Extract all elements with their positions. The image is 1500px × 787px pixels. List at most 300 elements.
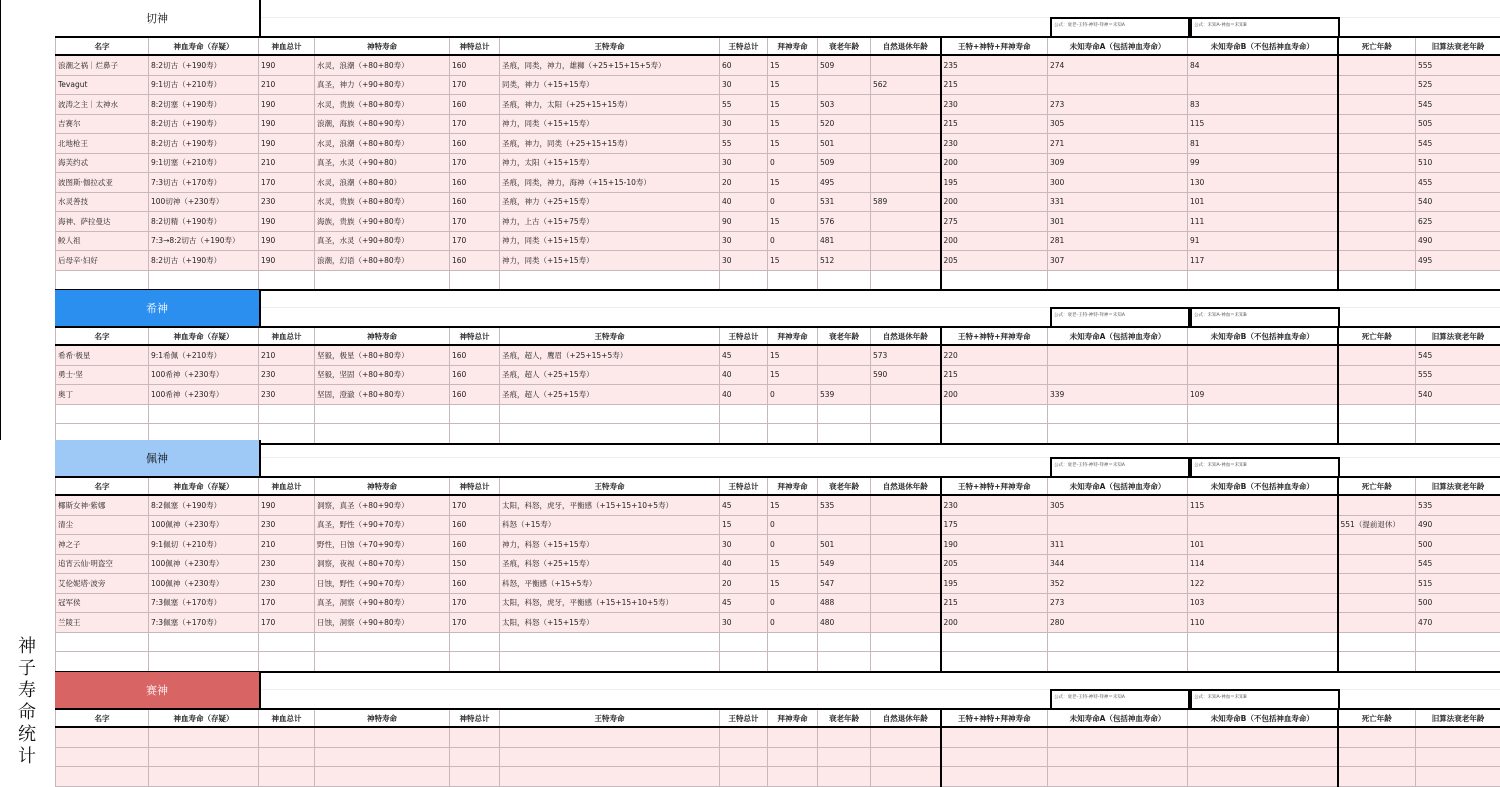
table-cell[interactable]: 0 xyxy=(768,192,818,212)
table-cell[interactable]: 15 xyxy=(768,365,818,385)
column-header[interactable]: 神血寿命（存疑） xyxy=(149,709,259,727)
table-cell[interactable]: 525 xyxy=(1416,75,1500,95)
table-cell[interactable]: 300 xyxy=(1048,173,1188,193)
column-header[interactable]: 神血总计 xyxy=(259,327,315,345)
table-cell[interactable]: 83 xyxy=(1188,95,1338,115)
table-cell[interactable] xyxy=(56,270,149,290)
table-cell[interactable] xyxy=(818,515,871,535)
table-cell[interactable]: 301 xyxy=(1048,212,1188,232)
table-cell[interactable] xyxy=(1188,747,1338,767)
table-cell[interactable]: 175 xyxy=(941,515,1048,535)
table-cell[interactable]: 兰陵王 xyxy=(56,613,149,633)
table-cell[interactable]: 55 xyxy=(720,134,768,154)
table-cell[interactable]: 271 xyxy=(1048,134,1188,154)
column-header[interactable]: 王特+神特+拜神寿命 xyxy=(941,327,1048,345)
table-cell[interactable]: 170 xyxy=(450,495,500,515)
table-cell[interactable]: 水灵善技 xyxy=(56,192,149,212)
table-cell[interactable] xyxy=(871,495,941,515)
table-cell[interactable]: 清尘 xyxy=(56,515,149,535)
column-header[interactable]: 旧算法衰老年龄 xyxy=(1416,709,1500,727)
column-header[interactable]: 衰老年龄 xyxy=(818,327,871,345)
table-cell[interactable]: 野性，日蚀（+70+90寿） xyxy=(315,535,450,555)
table-cell[interactable]: 150 xyxy=(450,554,500,574)
table-cell[interactable] xyxy=(720,727,768,747)
table-cell[interactable]: 160 xyxy=(450,251,500,271)
column-header[interactable]: 衰老年龄 xyxy=(818,37,871,55)
table-cell[interactable]: 205 xyxy=(941,554,1048,574)
table-cell[interactable]: 339 xyxy=(1048,385,1188,405)
table-cell[interactable]: 200 xyxy=(941,231,1048,251)
table-cell[interactable] xyxy=(56,747,149,767)
column-header[interactable]: 神特寿命 xyxy=(315,327,450,345)
table-cell[interactable]: 470 xyxy=(1416,613,1500,633)
column-header[interactable]: 王特寿命 xyxy=(500,37,720,55)
column-header[interactable]: 死亡年龄 xyxy=(1338,709,1416,727)
table-cell[interactable] xyxy=(1188,632,1338,652)
table-cell[interactable]: 8:2切精（+190寿） xyxy=(149,212,259,232)
table-cell[interactable]: 549 xyxy=(818,554,871,574)
table-cell[interactable]: 190 xyxy=(259,114,315,134)
column-header[interactable]: 未知寿命A（包括神血寿命） xyxy=(1048,327,1188,345)
table-cell[interactable]: 115 xyxy=(1188,114,1338,134)
table-cell[interactable]: 509 xyxy=(818,55,871,75)
table-cell[interactable]: 100切神（+230寿） xyxy=(149,192,259,212)
table-cell[interactable] xyxy=(871,767,941,787)
table-cell[interactable]: 100佩神（+230寿） xyxy=(149,574,259,594)
table-cell[interactable]: 170 xyxy=(450,75,500,95)
table-cell[interactable] xyxy=(1188,270,1338,290)
table-cell[interactable] xyxy=(1338,192,1416,212)
table-cell[interactable]: 坚固，澄澈（+80+80寿） xyxy=(315,385,450,405)
table-cell[interactable]: 195 xyxy=(941,574,1048,594)
table-cell[interactable] xyxy=(720,652,768,672)
table-cell[interactable]: 9:1切塞（+210寿） xyxy=(149,153,259,173)
table-cell[interactable]: 8:2切古（+190寿） xyxy=(149,251,259,271)
table-cell[interactable]: 170 xyxy=(259,173,315,193)
column-header[interactable]: 名字 xyxy=(56,37,149,55)
table-cell[interactable] xyxy=(941,767,1048,787)
table-cell[interactable]: 210 xyxy=(259,535,315,555)
column-header[interactable]: 王特+神特+拜神寿命 xyxy=(941,37,1048,55)
column-header[interactable]: 王特+神特+拜神寿命 xyxy=(941,709,1048,727)
table-cell[interactable]: 501 xyxy=(818,535,871,555)
column-header[interactable]: 王特总计 xyxy=(720,37,768,55)
table-cell[interactable] xyxy=(1338,173,1416,193)
table-cell[interactable] xyxy=(259,727,315,747)
table-cell[interactable]: 495 xyxy=(818,173,871,193)
table-cell[interactable]: 535 xyxy=(1416,495,1500,515)
section-title[interactable]: 切神 xyxy=(55,0,261,36)
table-cell[interactable]: 海芙约忒 xyxy=(56,153,149,173)
column-header[interactable]: 自然退休年龄 xyxy=(871,477,941,495)
table-cell[interactable]: 圣痕，科怒（+25+15寿） xyxy=(500,554,720,574)
table-cell[interactable]: 30 xyxy=(720,535,768,555)
table-cell[interactable]: 8:2切古（+190寿） xyxy=(149,134,259,154)
table-cell[interactable]: 8:2佩塞（+190寿） xyxy=(149,495,259,515)
table-cell[interactable]: 235 xyxy=(941,55,1048,75)
table-cell[interactable]: 160 xyxy=(450,535,500,555)
table-cell[interactable] xyxy=(259,652,315,672)
column-header[interactable]: 神血寿命（存疑） xyxy=(149,37,259,55)
table-cell[interactable]: 20 xyxy=(720,574,768,594)
table-cell[interactable]: 水灵，贵族（+80+80寿） xyxy=(315,95,450,115)
table-cell[interactable]: 15 xyxy=(768,114,818,134)
table-cell[interactable] xyxy=(259,747,315,767)
table-cell[interactable]: 480 xyxy=(818,613,871,633)
column-header[interactable]: 自然退休年龄 xyxy=(871,327,941,345)
table-cell[interactable]: 170 xyxy=(450,231,500,251)
table-cell[interactable] xyxy=(1416,747,1500,767)
table-cell[interactable] xyxy=(1338,574,1416,594)
table-cell[interactable]: 500 xyxy=(1416,593,1500,613)
table-cell[interactable]: 220 xyxy=(941,345,1048,365)
table-cell[interactable]: 7:3切古（+170寿） xyxy=(149,173,259,193)
table-cell[interactable]: 210 xyxy=(259,75,315,95)
table-cell[interactable]: 488 xyxy=(818,593,871,613)
table-cell[interactable] xyxy=(1188,652,1338,672)
table-cell[interactable]: 0 xyxy=(768,385,818,405)
table-cell[interactable] xyxy=(500,632,720,652)
table-cell[interactable]: 神力，科怒（+15+15寿） xyxy=(500,535,720,555)
table-cell[interactable]: 509 xyxy=(818,153,871,173)
table-cell[interactable]: 0 xyxy=(768,153,818,173)
table-cell[interactable]: 99 xyxy=(1188,153,1338,173)
table-cell[interactable]: 北地枪王 xyxy=(56,134,149,154)
table-cell[interactable]: 冠军侯 xyxy=(56,593,149,613)
table-cell[interactable] xyxy=(56,652,149,672)
table-cell[interactable]: 真圣，水灵（+90+80） xyxy=(315,153,450,173)
column-header[interactable]: 未知寿命B（不包括神血寿命） xyxy=(1188,327,1338,345)
table-cell[interactable]: 103 xyxy=(1188,593,1338,613)
column-header[interactable]: 王特+神特+拜神寿命 xyxy=(941,477,1048,495)
table-cell[interactable]: 195 xyxy=(941,173,1048,193)
column-header[interactable]: 神血总计 xyxy=(259,477,315,495)
table-cell[interactable] xyxy=(450,652,500,672)
table-cell[interactable] xyxy=(1048,404,1188,424)
table-cell[interactable]: 540 xyxy=(1416,192,1500,212)
table-cell[interactable] xyxy=(768,747,818,767)
table-cell[interactable]: 圣痕，神力，同类（+25+15+15寿） xyxy=(500,134,720,154)
table-cell[interactable]: 520 xyxy=(818,114,871,134)
table-cell[interactable]: 海族，贵族（+90+80寿） xyxy=(315,212,450,232)
column-header[interactable]: 拜神寿命 xyxy=(768,709,818,727)
table-cell[interactable]: 275 xyxy=(941,212,1048,232)
table-cell[interactable] xyxy=(1338,345,1416,365)
table-cell[interactable]: 109 xyxy=(1188,385,1338,405)
table-cell[interactable]: 210 xyxy=(259,345,315,365)
table-cell[interactable]: 545 xyxy=(1416,554,1500,574)
table-cell[interactable]: 科怒（+15寿） xyxy=(500,515,720,535)
table-cell[interactable] xyxy=(720,404,768,424)
table-cell[interactable]: 30 xyxy=(720,613,768,633)
table-cell[interactable]: 305 xyxy=(1048,114,1188,134)
table-cell[interactable]: 圣痕，同类，神力，海神（+15+15-10寿） xyxy=(500,173,720,193)
table-cell[interactable]: 230 xyxy=(259,515,315,535)
table-cell[interactable]: 40 xyxy=(720,192,768,212)
table-cell[interactable] xyxy=(1338,593,1416,613)
table-cell[interactable] xyxy=(56,404,149,424)
table-cell[interactable] xyxy=(1338,613,1416,633)
table-cell[interactable]: 15 xyxy=(768,212,818,232)
table-cell[interactable] xyxy=(1338,251,1416,271)
table-cell[interactable]: 真圣，洞察（+90+80寿） xyxy=(315,593,450,613)
table-cell[interactable]: 同类，神力（+15+15寿） xyxy=(500,75,720,95)
table-cell[interactable]: 117 xyxy=(1188,251,1338,271)
table-cell[interactable]: 101 xyxy=(1188,535,1338,555)
column-header[interactable]: 旧算法衰老年龄 xyxy=(1416,37,1500,55)
table-cell[interactable]: 0 xyxy=(768,613,818,633)
table-cell[interactable] xyxy=(768,404,818,424)
table-cell[interactable]: 15 xyxy=(768,251,818,271)
table-cell[interactable] xyxy=(941,652,1048,672)
table-cell[interactable]: 神力，太阳（+15+15寿） xyxy=(500,153,720,173)
table-cell[interactable]: 215 xyxy=(941,114,1048,134)
table-cell[interactable]: 7:3佩塞（+170寿） xyxy=(149,613,259,633)
table-cell[interactable]: 545 xyxy=(1416,95,1500,115)
table-cell[interactable]: 200 xyxy=(941,153,1048,173)
table-cell[interactable]: 455 xyxy=(1416,173,1500,193)
table-cell[interactable] xyxy=(259,270,315,290)
column-header[interactable]: 自然退休年龄 xyxy=(871,37,941,55)
table-cell[interactable]: 45 xyxy=(720,495,768,515)
table-cell[interactable]: 547 xyxy=(818,574,871,594)
table-cell[interactable] xyxy=(500,767,720,787)
table-cell[interactable]: 535 xyxy=(818,495,871,515)
table-cell[interactable]: 590 xyxy=(871,365,941,385)
table-cell[interactable]: 60 xyxy=(720,55,768,75)
table-cell[interactable]: 90 xyxy=(720,212,768,232)
table-cell[interactable]: 230 xyxy=(259,385,315,405)
table-cell[interactable] xyxy=(1048,365,1188,385)
table-cell[interactable] xyxy=(1338,727,1416,747)
table-cell[interactable] xyxy=(818,632,871,652)
table-cell[interactable]: 273 xyxy=(1048,95,1188,115)
table-cell[interactable]: 100佩神（+230寿） xyxy=(149,515,259,535)
table-cell[interactable] xyxy=(871,173,941,193)
table-cell[interactable]: 圣痕，超人（+25+15寿） xyxy=(500,365,720,385)
column-header[interactable]: 神特总计 xyxy=(450,327,500,345)
table-cell[interactable] xyxy=(1188,365,1338,385)
table-cell[interactable]: 170 xyxy=(450,114,500,134)
table-cell[interactable] xyxy=(450,632,500,652)
table-cell[interactable]: 215 xyxy=(941,593,1048,613)
column-header[interactable]: 未知寿命A（包括神血寿命） xyxy=(1048,477,1188,495)
column-header[interactable]: 王特总计 xyxy=(720,327,768,345)
table-cell[interactable] xyxy=(1338,365,1416,385)
table-cell[interactable]: 圣痕，同类，神力，雄狮（+25+15+15+5寿） xyxy=(500,55,720,75)
table-cell[interactable]: 坚毅，极星（+80+80寿） xyxy=(315,345,450,365)
table-cell[interactable]: 215 xyxy=(941,75,1048,95)
table-cell[interactable] xyxy=(768,727,818,747)
table-cell[interactable]: 200 xyxy=(941,192,1048,212)
table-cell[interactable]: 555 xyxy=(1416,55,1500,75)
table-cell[interactable]: 波涛之主｜太神水 xyxy=(56,95,149,115)
table-cell[interactable]: 真圣，神力（+90+80寿） xyxy=(315,75,450,95)
table-cell[interactable]: 190 xyxy=(259,212,315,232)
table-cell[interactable]: 510 xyxy=(1416,153,1500,173)
table-cell[interactable]: 浪潮之祸｜烂鼻子 xyxy=(56,55,149,75)
table-cell[interactable]: 122 xyxy=(1188,574,1338,594)
column-header[interactable]: 衰老年龄 xyxy=(818,709,871,727)
table-cell[interactable] xyxy=(818,767,871,787)
column-header[interactable]: 未知寿命A（包括神血寿命） xyxy=(1048,709,1188,727)
table-cell[interactable] xyxy=(941,747,1048,767)
table-cell[interactable]: 331 xyxy=(1048,192,1188,212)
table-cell[interactable] xyxy=(315,404,450,424)
table-cell[interactable] xyxy=(500,270,720,290)
table-cell[interactable]: 190 xyxy=(259,55,315,75)
column-header[interactable]: 死亡年龄 xyxy=(1338,477,1416,495)
table-cell[interactable] xyxy=(450,767,500,787)
table-cell[interactable]: 160 xyxy=(450,574,500,594)
column-header[interactable]: 死亡年龄 xyxy=(1338,37,1416,55)
table-cell[interactable] xyxy=(56,727,149,747)
table-cell[interactable]: 230 xyxy=(259,574,315,594)
table-cell[interactable]: 0 xyxy=(768,535,818,555)
table-cell[interactable] xyxy=(1416,652,1500,672)
table-cell[interactable] xyxy=(1338,134,1416,154)
table-cell[interactable]: 7:3→8:2切古（+190寿） xyxy=(149,231,259,251)
table-cell[interactable] xyxy=(1338,153,1416,173)
table-cell[interactable]: 311 xyxy=(1048,535,1188,555)
table-cell[interactable] xyxy=(818,652,871,672)
column-header[interactable]: 神特寿命 xyxy=(315,709,450,727)
table-cell[interactable] xyxy=(315,270,450,290)
table-cell[interactable] xyxy=(871,153,941,173)
column-header[interactable]: 未知寿命A（包括神血寿命） xyxy=(1048,37,1188,55)
table-cell[interactable]: 512 xyxy=(818,251,871,271)
table-cell[interactable]: 15 xyxy=(768,345,818,365)
table-cell[interactable]: 274 xyxy=(1048,55,1188,75)
table-cell[interactable]: 奥丁 xyxy=(56,385,149,405)
table-cell[interactable] xyxy=(720,632,768,652)
table-cell[interactable] xyxy=(1338,212,1416,232)
table-cell[interactable] xyxy=(1048,652,1188,672)
table-cell[interactable]: 490 xyxy=(1416,231,1500,251)
table-cell[interactable] xyxy=(1048,270,1188,290)
column-header[interactable]: 名字 xyxy=(56,477,149,495)
table-cell[interactable] xyxy=(768,652,818,672)
table-cell[interactable] xyxy=(1338,535,1416,555)
table-cell[interactable] xyxy=(720,747,768,767)
table-cell[interactable]: 200 xyxy=(941,613,1048,633)
table-cell[interactable]: 481 xyxy=(818,231,871,251)
table-cell[interactable]: 太阳，科怒，虎牙，平衡感（+15+15+10+5寿） xyxy=(500,495,720,515)
table-cell[interactable]: 160 xyxy=(450,385,500,405)
table-cell[interactable]: 503 xyxy=(818,95,871,115)
table-cell[interactable]: 555 xyxy=(1416,365,1500,385)
table-cell[interactable] xyxy=(1338,747,1416,767)
table-cell[interactable] xyxy=(1188,345,1338,365)
table-cell[interactable]: 0 xyxy=(768,231,818,251)
table-cell[interactable]: 500 xyxy=(1416,535,1500,555)
table-cell[interactable] xyxy=(56,632,149,652)
table-cell[interactable] xyxy=(768,632,818,652)
table-cell[interactable] xyxy=(450,270,500,290)
table-cell[interactable] xyxy=(1338,270,1416,290)
table-cell[interactable] xyxy=(871,134,941,154)
table-cell[interactable] xyxy=(871,270,941,290)
column-header[interactable]: 神特总计 xyxy=(450,709,500,727)
table-cell[interactable] xyxy=(768,270,818,290)
table-cell[interactable]: 170 xyxy=(259,613,315,633)
column-header[interactable]: 神血寿命（存疑） xyxy=(149,327,259,345)
table-cell[interactable] xyxy=(871,251,941,271)
table-cell[interactable]: 水灵，浪潮（+80+80寿） xyxy=(315,134,450,154)
table-cell[interactable]: 190 xyxy=(259,95,315,115)
table-cell[interactable] xyxy=(315,747,450,767)
table-cell[interactable] xyxy=(1416,404,1500,424)
column-header[interactable]: 拜神寿命 xyxy=(768,477,818,495)
table-cell[interactable]: 0 xyxy=(768,593,818,613)
table-cell[interactable] xyxy=(720,270,768,290)
table-cell[interactable]: 352 xyxy=(1048,574,1188,594)
table-cell[interactable]: 540 xyxy=(1416,385,1500,405)
table-cell[interactable]: 114 xyxy=(1188,554,1338,574)
table-cell[interactable]: 110 xyxy=(1188,613,1338,633)
table-cell[interactable]: 椰斯女神·紫娜 xyxy=(56,495,149,515)
table-cell[interactable]: 280 xyxy=(1048,613,1188,633)
table-cell[interactable]: 576 xyxy=(818,212,871,232)
table-cell[interactable] xyxy=(1338,95,1416,115)
table-cell[interactable] xyxy=(941,270,1048,290)
table-cell[interactable]: 神之子 xyxy=(56,535,149,555)
table-cell[interactable] xyxy=(1338,652,1416,672)
table-cell[interactable]: 160 xyxy=(450,173,500,193)
table-cell[interactable] xyxy=(1338,554,1416,574)
table-cell[interactable]: 190 xyxy=(259,134,315,154)
table-cell[interactable] xyxy=(871,114,941,134)
table-cell[interactable]: 495 xyxy=(1416,251,1500,271)
table-cell[interactable]: 190 xyxy=(259,251,315,271)
table-cell[interactable]: 170 xyxy=(450,212,500,232)
table-cell[interactable]: 洞察，夜视（+80+70寿） xyxy=(315,554,450,574)
table-cell[interactable]: 圣痕，神力，太阳（+25+15+15寿） xyxy=(500,95,720,115)
table-cell[interactable]: 230 xyxy=(259,554,315,574)
table-cell[interactable] xyxy=(1338,114,1416,134)
table-cell[interactable] xyxy=(1338,404,1416,424)
table-cell[interactable]: 40 xyxy=(720,365,768,385)
table-cell[interactable]: 515 xyxy=(1416,574,1500,594)
table-cell[interactable]: 210 xyxy=(259,153,315,173)
table-cell[interactable] xyxy=(1338,767,1416,787)
column-header[interactable]: 王特总计 xyxy=(720,477,768,495)
table-cell[interactable]: 30 xyxy=(720,75,768,95)
table-cell[interactable]: 190 xyxy=(259,231,315,251)
table-cell[interactable] xyxy=(818,75,871,95)
table-cell[interactable]: 15 xyxy=(768,134,818,154)
table-cell[interactable] xyxy=(871,55,941,75)
table-cell[interactable]: 111 xyxy=(1188,212,1338,232)
table-cell[interactable]: 539 xyxy=(818,385,871,405)
table-cell[interactable]: 84 xyxy=(1188,55,1338,75)
table-cell[interactable] xyxy=(818,270,871,290)
table-cell[interactable] xyxy=(871,535,941,555)
table-cell[interactable]: 勇士·坚 xyxy=(56,365,149,385)
column-header[interactable]: 名字 xyxy=(56,327,149,345)
table-cell[interactable]: 45 xyxy=(720,345,768,365)
table-cell[interactable]: 吉赛尔 xyxy=(56,114,149,134)
table-cell[interactable]: 230 xyxy=(259,192,315,212)
table-cell[interactable]: 40 xyxy=(720,554,768,574)
column-header[interactable]: 旧算法衰老年龄 xyxy=(1416,327,1500,345)
table-cell[interactable]: 230 xyxy=(941,134,1048,154)
table-cell[interactable]: 15 xyxy=(768,554,818,574)
column-header[interactable]: 神特寿命 xyxy=(315,477,450,495)
table-cell[interactable] xyxy=(1188,727,1338,747)
table-cell[interactable]: 神力，同类（+15+15寿） xyxy=(500,114,720,134)
column-header[interactable]: 神特寿命 xyxy=(315,37,450,55)
